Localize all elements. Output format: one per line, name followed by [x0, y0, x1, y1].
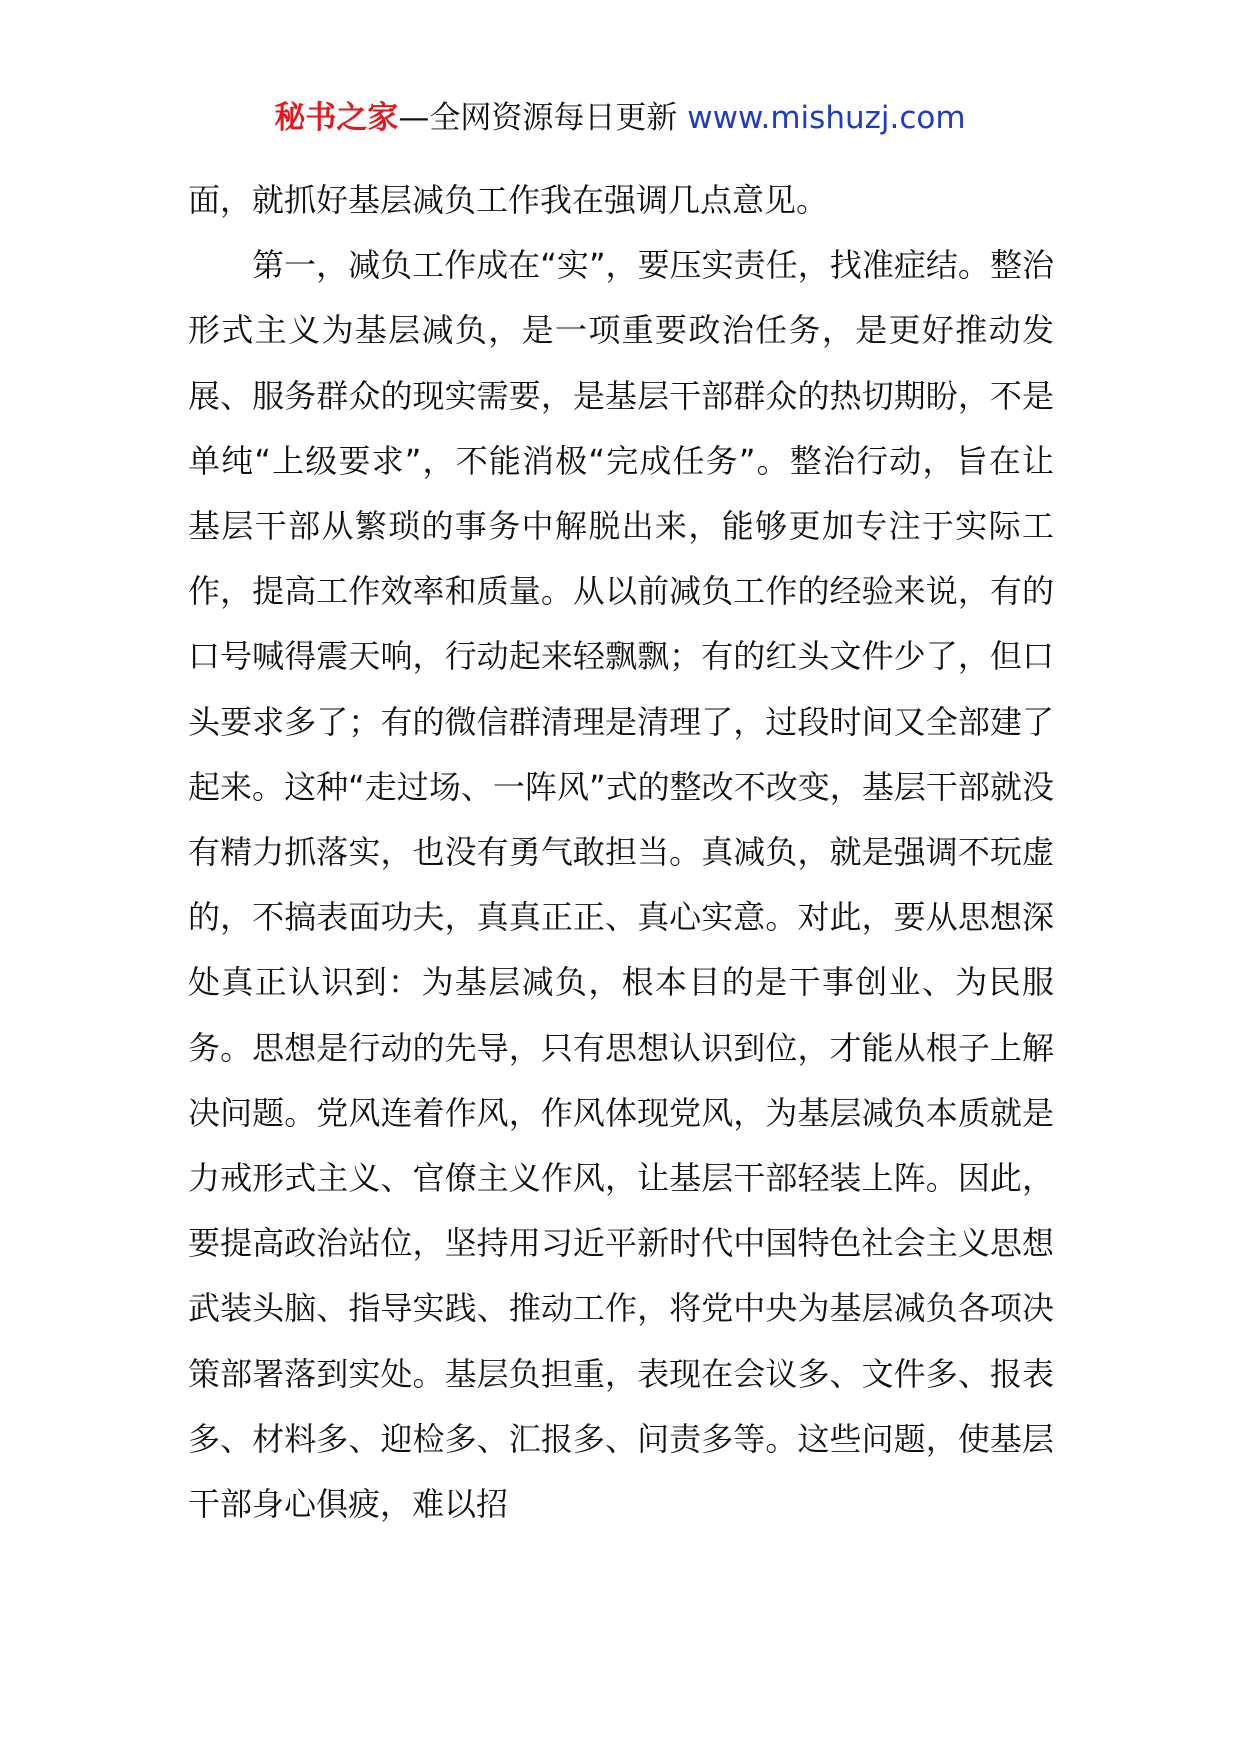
- site-url-link[interactable]: www.mishuzj.com: [687, 100, 966, 136]
- paragraph-continuation: 面，就抓好基层减负工作我在强调几点意见。: [188, 181, 829, 219]
- document-body: [188, 168, 1054, 1537]
- paragraph-first-point: 第一，减负工作成在“实”，要压实责任，找准症结。整治形式主义为基层减负，是一项重要政治任务，是更好推动发展、服务群众的现实需要，是基层干部群众的热切期盼，不是单纯“上级要求”，不能消极“完成任务”。整治行动，旨在让基层干部从繁琐的事务中解脱出来，能够更加专注于实际工作，提高工作效率和质量。从以前减负工作的经验来说，有的口号喊得震天响，行动起来轻飘飘；有的红头文件少了，但口头要求多了；有的微信群清理是清理了，过段时间又全部建了起来。这种“走过场、一阵风”式的整改不改变，基层干部就没有精力抓落实，也没有勇气敢担当。真减负，就是强调不玩虚的，不搞表面功夫，真真正正、真心实意。对此，要从思想深处真正认识到：为基层减负，根本目的是干事创业、为民服务。思想是行动的先导，只有思想认识到位，才能从根子上解决问题。党风连着作风，作风体现党风，为基层减负本质就是力戒形式主义、官僚主义作风，让基层干部轻装上阵。因此，要提高政治站位，坚持用习近平新时代中国特色社会主义思想武装头脑、指导实践、推动工作，将党中央为基层减负各项决策部署落到实处。基层负担重，表现在会议多、文件多、报表多、材料多、迎检多、汇报多、问责多等。这些问题，使基层干部身心俱疲，难以招: [188, 246, 1054, 1524]
- site-tagline: —全网资源每日更新: [398, 100, 678, 136]
- site-header: [0, 98, 1240, 138]
- site-brand: 秘书之家: [274, 100, 399, 136]
